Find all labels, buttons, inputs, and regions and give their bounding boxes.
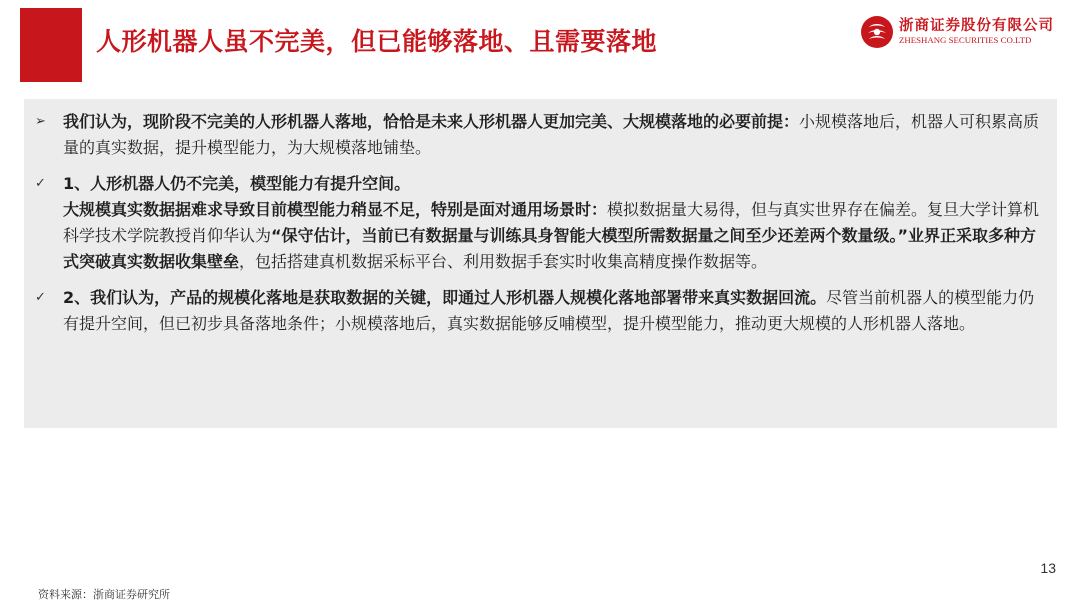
bold-text-segment: “保守估计，当前已有数据量与训练具身智能大模型所需数据量之间至少还差两个数量级。”业界正采取多种方式突破真实数据收集壁垒: [63, 226, 1037, 271]
bold-text-segment: 1、人形机器人仍不完美，模型能力有提升空间。: [63, 174, 411, 193]
text-segment: ，包括搭建真机数据采标平台、利用数据手套实时收集高精度操作数据等。: [239, 252, 768, 271]
slide-title: 人形机器人虽不完美，但已能够落地、且需要落地: [96, 27, 658, 56]
content-box: [24, 99, 1057, 428]
title-accent-bar: [20, 8, 82, 82]
checkmark-icon: ✓: [35, 176, 46, 191]
bullet-item: [35, 171, 1043, 275]
source-note: 资料来源：浙商证券研究所: [38, 588, 170, 601]
logo-chinese-name: 浙商证券股份有限公司: [899, 17, 1054, 34]
bold-text-segment: 2、我们认为，产品的规模化落地是获取数据的关键，即通过人形机器人规模化落地部署带来真实数据回流。: [63, 288, 827, 307]
text-segment: 小规模落地后，机器人可积累高质量的真实数据，提升模型能力，为大规模落地铺垫。: [63, 112, 1040, 157]
bullet-item: [35, 109, 1043, 161]
bold-text-segment: 大规模真实数据据难求导致目前模型能力稍显不足，特别是面对通用场景时：: [63, 200, 608, 219]
checkmark-icon: ✓: [35, 290, 46, 305]
arrow-bullet-icon: ➢: [35, 114, 46, 129]
text-segment: 尽管当前机器人的模型能力仍有提升空间，但已初步具备落地条件；小规模落地后，真实数据能够反哺模型，提升模型能力，推动更大规模的人形机器人落地。: [63, 288, 1035, 333]
page-number: 13: [1040, 560, 1056, 576]
bullet-item: [35, 285, 1043, 337]
bold-text-segment: 我们认为，现阶段不完美的人形机器人落地，恰恰是未来人形机器人更加完美、大规模落地的必要前提：: [63, 112, 800, 131]
text-segment: 模拟数据量大易得，但与真实世界存在偏差。复旦大学计算机科学技术学院教授肖仰华认为: [63, 200, 1040, 245]
company-logo: [860, 15, 1054, 49]
logo-english-name: ZHESHANG SECURITIES CO.LTD: [899, 35, 1032, 45]
zheshang-logo-icon: [860, 15, 894, 49]
